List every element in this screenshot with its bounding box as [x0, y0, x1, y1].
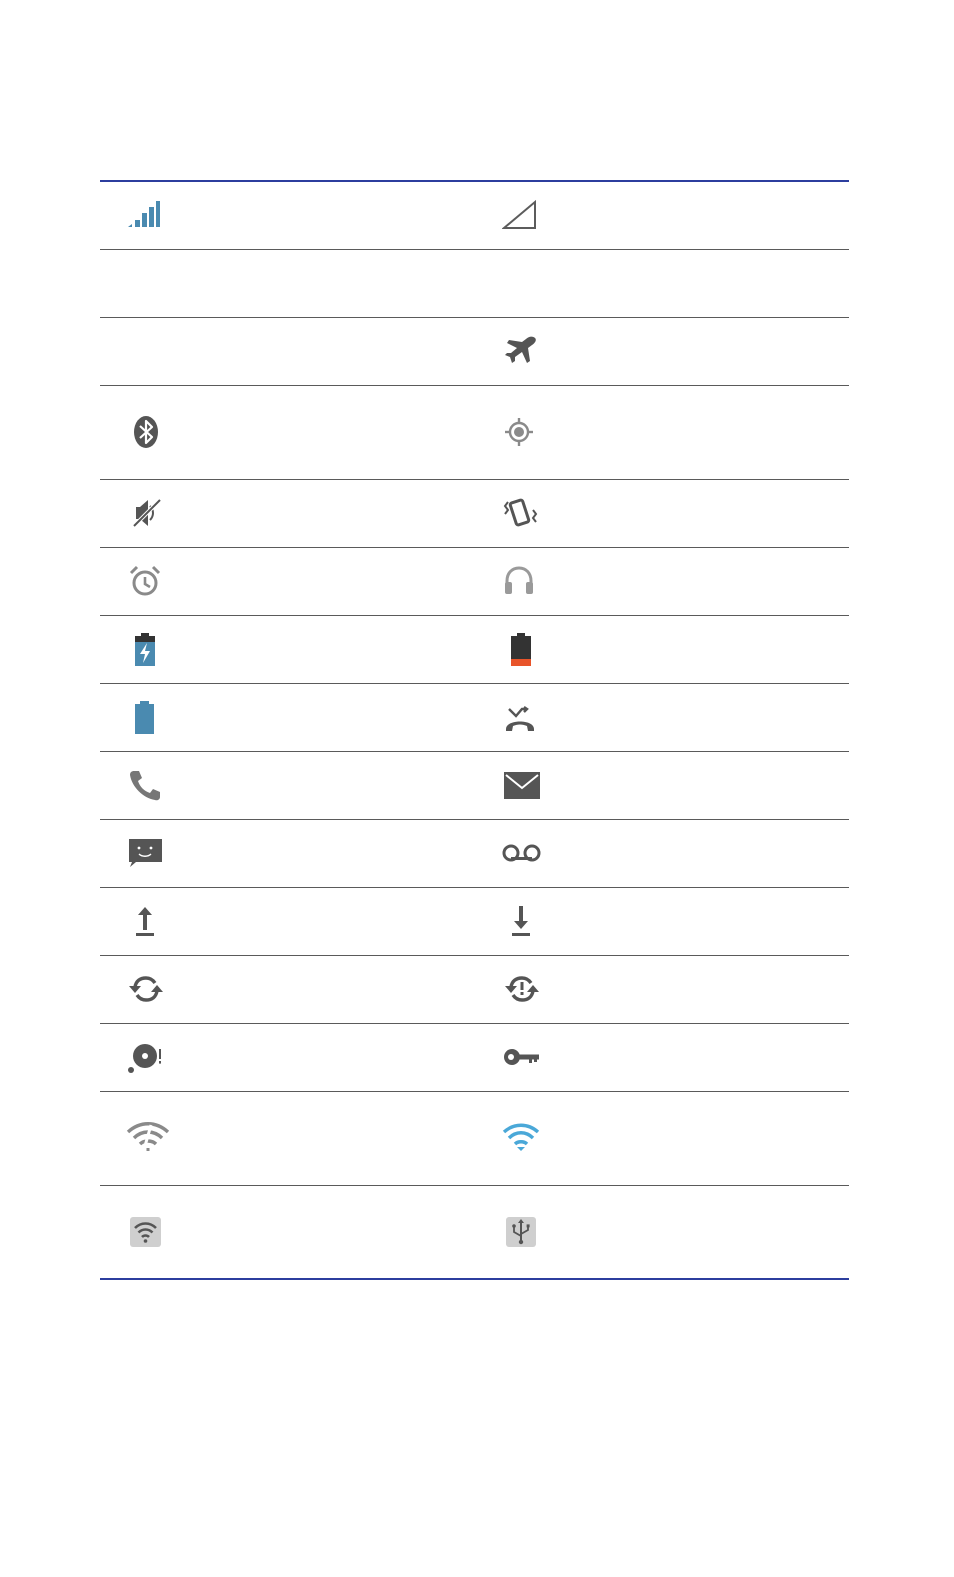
wifi-hotspot-icon [126, 1214, 166, 1250]
table-row [100, 819, 849, 887]
table-row [100, 479, 849, 547]
table-cell [474, 751, 849, 819]
table-row [100, 317, 849, 385]
table-cell [474, 1185, 849, 1279]
gps-icon [502, 414, 538, 450]
table-cell [100, 547, 474, 615]
table-cell [474, 317, 849, 385]
alarm-icon [126, 563, 162, 599]
table-cell [474, 1023, 849, 1091]
downloading-icon [502, 903, 538, 939]
table-cell [100, 615, 474, 683]
new-message-icon [126, 835, 164, 871]
table-cell [100, 249, 474, 317]
table-row [100, 615, 849, 683]
sync-failed-icon [502, 971, 542, 1007]
battery-charging-icon [126, 631, 162, 667]
table-cell [474, 547, 849, 615]
table-cell [474, 1091, 849, 1185]
table-cell [100, 1091, 474, 1185]
headset-icon [502, 563, 538, 599]
new-email-icon [502, 767, 542, 803]
table-cell [100, 479, 474, 547]
table-cell [100, 181, 474, 249]
table-cell [474, 615, 849, 683]
battery-low-icon [502, 631, 538, 667]
table-row [100, 181, 849, 249]
table-cell [100, 1023, 474, 1091]
bluetooth-icon [126, 414, 162, 450]
table-cell [474, 955, 849, 1023]
table-cell [100, 1185, 474, 1279]
table-row [100, 547, 849, 615]
table-row [100, 385, 849, 479]
syncing-icon [126, 971, 166, 1007]
usb-connected-icon [502, 1214, 538, 1250]
table-row [100, 955, 849, 1023]
wifi-connected-icon [502, 1120, 542, 1156]
table-row [100, 683, 849, 751]
table-cell [100, 887, 474, 955]
table-cell [474, 249, 849, 317]
memory-card-full-icon [126, 1039, 166, 1075]
table-cell [474, 385, 849, 479]
table-cell [100, 751, 474, 819]
table-cell [100, 955, 474, 1023]
airplane-mode-icon [502, 335, 538, 367]
signal-strength-icon [126, 199, 162, 231]
uploading-icon [126, 903, 162, 939]
call-in-progress-icon [126, 767, 162, 803]
silent-mode-icon [126, 496, 162, 530]
voicemail-icon [502, 835, 542, 871]
table-cell [474, 479, 849, 547]
table-row [100, 1185, 849, 1279]
table-cell [474, 683, 849, 751]
no-signal-icon [502, 199, 538, 231]
table-row [100, 249, 849, 317]
vpn-icon [502, 1039, 542, 1075]
table-cell [100, 683, 474, 751]
status-icon-table [100, 180, 849, 1280]
table-row [100, 1091, 849, 1185]
missed-call-icon [502, 699, 538, 735]
table-row [100, 887, 849, 955]
table-row [100, 751, 849, 819]
table-cell [474, 819, 849, 887]
table-row [100, 1023, 849, 1091]
vibration-mode-icon [502, 496, 538, 530]
table-cell [100, 317, 474, 385]
table-cell [474, 181, 849, 249]
table-cell [100, 385, 474, 479]
wifi-available-icon [126, 1120, 170, 1156]
table-cell [100, 819, 474, 887]
battery-full-icon [126, 699, 162, 735]
table-cell [474, 887, 849, 955]
